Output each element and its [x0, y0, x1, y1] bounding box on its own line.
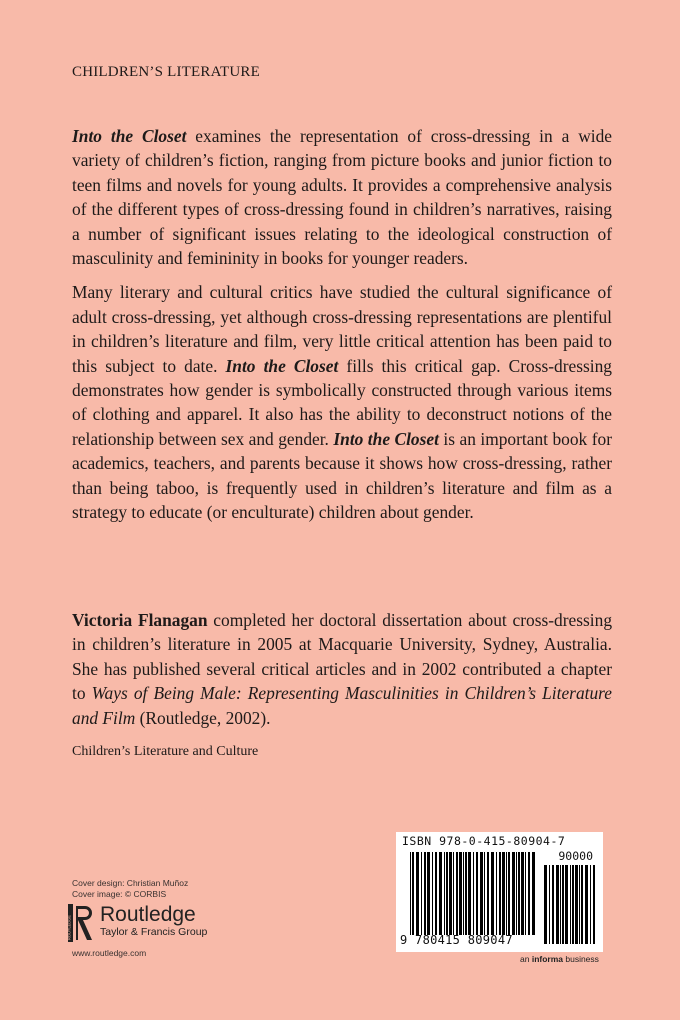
- barcode-bar: [560, 865, 561, 944]
- barcode-bar: [491, 852, 494, 935]
- barcode-digits: 9 780415 809047: [400, 933, 513, 947]
- author-bio: [72, 608, 612, 730]
- barcode-bar: [590, 865, 591, 944]
- barcode-bar: [575, 865, 578, 944]
- barcode-bars-addon: [544, 865, 596, 944]
- barcode-bar: [506, 852, 507, 935]
- barcode-bar: [435, 852, 437, 935]
- barcode-bar: [528, 852, 530, 935]
- text-run: fills this critical gap. Cross-dressing demonstrates how gender is symbolically constructed through various items of clothing and apparel. It also has the ability to deconstruct notions of the relationship between sex and gender.: [72, 355, 612, 449]
- book-title-italic: Into the Closet: [225, 355, 339, 376]
- category-label: CHILDREN’S LITERATURE: [72, 64, 260, 80]
- barcode-bar: [463, 852, 464, 935]
- barcode-bar: [512, 852, 515, 935]
- publisher-group: Taylor & Francis Group: [100, 926, 208, 938]
- barcode-bar: [427, 852, 430, 935]
- barcode: [396, 832, 603, 952]
- barcode-bar: [473, 852, 474, 935]
- publisher-url: www.routledge.com: [72, 948, 147, 958]
- barcode-bar: [552, 865, 554, 944]
- routledge-logo-icon: [68, 904, 94, 942]
- barcode-bar: [468, 852, 471, 935]
- cover-design-credit: Cover design: Christian Muñoz: [72, 878, 189, 888]
- barcode-bar: [487, 852, 489, 935]
- barcode-bar: [421, 852, 422, 935]
- barcode-bar: [439, 852, 442, 935]
- cover-image-credit: Cover image: © CORBIS: [72, 889, 167, 899]
- routledge-vertical-text: ROUTLEDGE: [66, 915, 72, 940]
- barcode-bar: [484, 852, 485, 935]
- barcode-bar: [416, 852, 419, 935]
- barcode-bar: [549, 865, 550, 944]
- barcode-bar: [410, 852, 411, 935]
- barcode-bar: [412, 852, 414, 935]
- author-name: Victoria Flanagan: [72, 610, 208, 630]
- barcode-bar: [456, 852, 458, 935]
- barcode-bar: [521, 852, 524, 935]
- publisher-name: Routledge: [100, 903, 196, 926]
- barcode-bar: [544, 865, 547, 944]
- series-title: Children’s Literature and Culture: [72, 744, 259, 759]
- text-run: (Routledge, 2002).: [135, 707, 271, 728]
- barcode-bar: [562, 865, 564, 944]
- barcode-bar: [572, 865, 574, 944]
- barcode-bar: [581, 865, 583, 944]
- publisher-block: [68, 904, 207, 942]
- barcode-bar: [480, 852, 483, 935]
- text-run: examines the representation of cross-dressing in a wide variety of children’s fiction, ranging from picture books and junior fiction to teen films and novels for young adults. It provides a comprehensive analysis of the different types of cross-dressing found in children’s narratives, raising a number of significant issues relating to the ideological construction of masculinity and femininity in books for younger readers.: [72, 126, 612, 269]
- book-title-italic: Into the Closet: [333, 428, 439, 449]
- barcode-bar: [508, 852, 510, 935]
- barcode-bar: [532, 852, 535, 935]
- text-run: Many literary and cultural critics have studied the cultural significance of adult cross-dressing, yet although cross-dressing representations are plentiful in children’s literature and film, very little critical attention has been paid to this subject to date.: [72, 282, 612, 376]
- isbn-label: ISBN 978-0-415-80904-7: [402, 834, 566, 848]
- barcode-bar: [525, 852, 526, 935]
- barcode-bar: [465, 852, 467, 935]
- barcode-bar: [593, 865, 595, 944]
- barcode-bar: [499, 852, 501, 935]
- barcode-bar: [453, 852, 454, 935]
- barcode-bar: [444, 852, 445, 935]
- blurb: [72, 124, 612, 535]
- barcode-bar: [432, 852, 433, 935]
- informa-brand: informa: [531, 954, 563, 964]
- barcode-bar: [570, 865, 571, 944]
- barcode-bar: [459, 852, 462, 935]
- cover-credits: [72, 878, 188, 900]
- barcode-bars-main: [410, 852, 536, 935]
- book-title-italic: Into the Closet: [72, 126, 187, 146]
- barcode-bar: [424, 852, 426, 935]
- barcode-bar: [446, 852, 448, 935]
- barcode-bar: [518, 852, 520, 935]
- barcode-bar: [449, 852, 452, 935]
- barcode-bar: [516, 852, 517, 935]
- barcode-bar: [565, 865, 568, 944]
- price-addon-code: 90000: [558, 849, 593, 863]
- text-run: is an important book for academics, teachers, and parents because it shows how cross-dressing, rather than being taboo, is frequently used in children’s literature and film as a strategy to educate (or enculturate) children about gender.: [72, 428, 612, 523]
- blurb-paragraph-2: [72, 280, 612, 524]
- informa-tagline: an informa business: [520, 954, 599, 964]
- barcode-bar: [556, 865, 559, 944]
- text-run: completed her doctoral dissertation about cross-dressing in children’s literature in 2005 at Macquarie University, Sydney, Australia. She has published several critical articles and in 2002 contributed a chapter to: [72, 610, 613, 704]
- blurb-paragraph-1: [72, 124, 612, 270]
- barcode-bar: [502, 852, 505, 935]
- chapter-book-title: Ways of Being Male: Representing Masculinities in Children’s Literature and Film: [72, 683, 613, 728]
- barcode-bar: [476, 852, 478, 935]
- barcode-bar: [496, 852, 497, 935]
- barcode-bar: [579, 865, 580, 944]
- barcode-bar: [585, 865, 588, 944]
